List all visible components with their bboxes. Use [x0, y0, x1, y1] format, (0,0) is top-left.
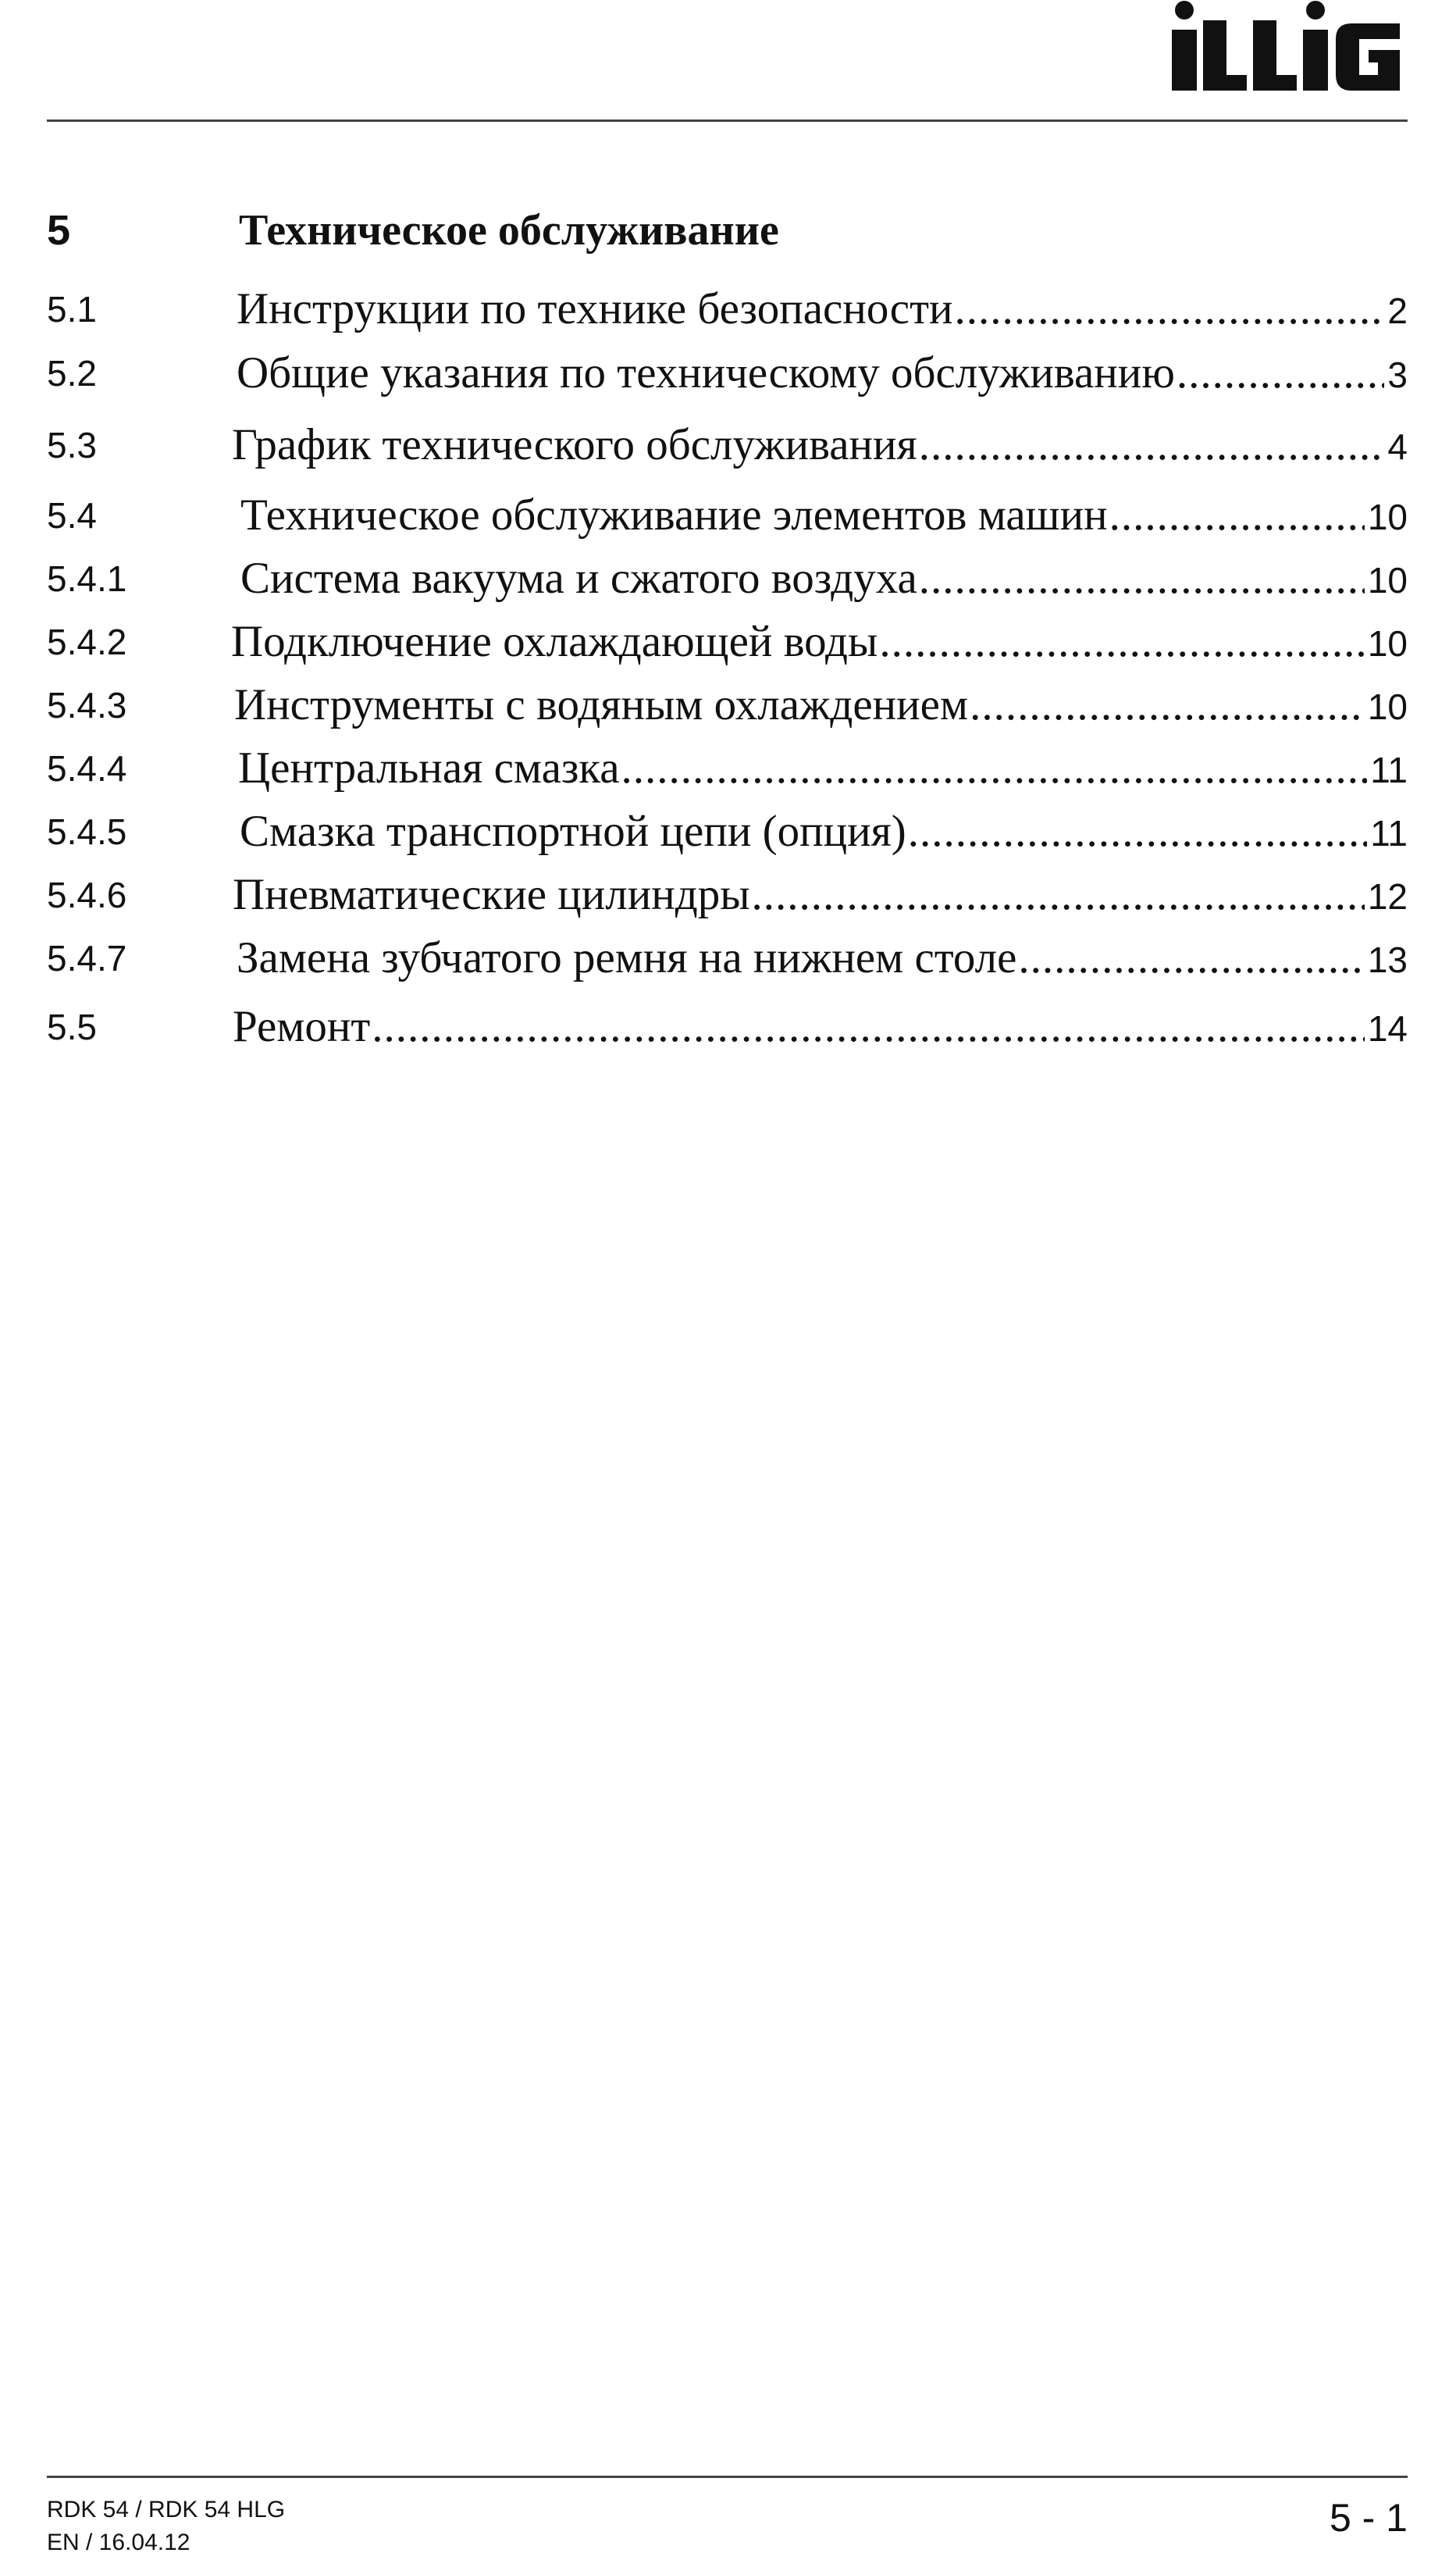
toc-entry-title: Пневматические цилиндры [233, 870, 750, 919]
toc-entry[interactable] [47, 930, 1408, 986]
dot-leader [919, 417, 1385, 473]
toc-entry-page: 10 [1367, 623, 1408, 664]
toc-entry-number: 5.4.3 [47, 685, 127, 726]
toc-entry-title: Ремонт [233, 1002, 371, 1051]
dot-leader [752, 867, 1365, 923]
dot-leader [1018, 930, 1364, 986]
header-divider [47, 119, 1408, 122]
toc-entry-page: 10 [1367, 686, 1408, 727]
dot-leader [908, 804, 1367, 860]
toc-entry-title: Замена зубчатого ремня на нижнем столе [237, 933, 1017, 982]
toc-entry-page: 13 [1367, 939, 1408, 980]
dot-leader [919, 551, 1365, 607]
toc-entry[interactable] [47, 740, 1408, 797]
toc-entry-title: Центральная смазка [238, 743, 620, 793]
toc-entry[interactable] [47, 417, 1408, 473]
dot-leader [954, 281, 1384, 337]
toc-entry-page: 3 [1387, 355, 1408, 395]
toc-entry-number: 5.4.7 [47, 938, 127, 979]
dot-leader [621, 740, 1368, 797]
toc-entry[interactable] [47, 867, 1408, 923]
toc-entry-page: 2 [1387, 291, 1408, 331]
toc-entry-number: 5.5 [47, 1007, 97, 1047]
toc-entry[interactable] [47, 487, 1408, 544]
toc-entry-page: 10 [1367, 560, 1408, 601]
dot-leader [1177, 345, 1385, 401]
footer-model: RDK 54 / RDK 54 HLG [47, 2497, 286, 2523]
toc-entry-number: 5.2 [47, 353, 97, 394]
toc-entry-number: 5.1 [47, 289, 97, 330]
footer-divider [47, 2476, 1408, 2478]
dot-leader [372, 999, 1365, 1055]
footer-language-date: EN / 16.04.12 [47, 2530, 190, 2555]
toc-entry-title: Общие указания по техническому обслуживанию [237, 348, 1175, 398]
toc-entry-page: 10 [1367, 497, 1408, 537]
toc-entry[interactable] [47, 345, 1408, 401]
chapter-title: Техническое обслуживание [239, 206, 779, 255]
toc-entry-number: 5.4.4 [47, 748, 127, 789]
toc-entry-page: 4 [1387, 426, 1408, 467]
toc-entry-number: 5.4.5 [47, 811, 127, 852]
toc-entry-page: 11 [1370, 750, 1408, 790]
toc-entry-number: 5.4.1 [47, 558, 127, 599]
toc-entry[interactable] [47, 551, 1408, 607]
toc-entry-page: 12 [1367, 876, 1408, 917]
dot-leader [970, 677, 1365, 733]
illig-logo [1167, 0, 1401, 92]
toc-entry-number: 5.3 [47, 425, 97, 465]
toc-entry[interactable] [47, 804, 1408, 860]
toc-entry[interactable] [47, 614, 1408, 670]
toc-entry-title: График технического обслуживания [232, 420, 917, 469]
toc-entry-title: Техническое обслуживание элементов машин [240, 490, 1108, 540]
toc-entry-title: Инструменты с водяным охлаждением [234, 680, 969, 729]
toc-entry-title: Инструкции по технике безопасности [237, 284, 953, 333]
dot-leader [879, 614, 1365, 670]
toc-entry-title: Система вакуума и сжатого воздуха [240, 554, 917, 603]
toc-entry-title: Смазка транспортной цепи (опция) [240, 807, 906, 856]
toc-entry-title: Подключение охлаждающей воды [231, 617, 878, 666]
toc-entry[interactable] [47, 677, 1408, 733]
toc-entry-number: 5.4.2 [47, 622, 127, 662]
chapter-number: 5 [47, 207, 71, 254]
footer-page-number: 5 - 1 [1329, 2496, 1408, 2540]
toc-entry-number: 5.4.6 [47, 875, 127, 915]
toc-entry-page: 14 [1367, 1008, 1408, 1049]
toc-entry-page: 11 [1370, 813, 1408, 854]
dot-leader [1109, 487, 1365, 544]
toc-entry[interactable] [47, 999, 1408, 1055]
toc-entry[interactable] [47, 281, 1408, 337]
toc-entry-number: 5.4 [47, 495, 97, 536]
chapter-heading [47, 199, 1408, 262]
